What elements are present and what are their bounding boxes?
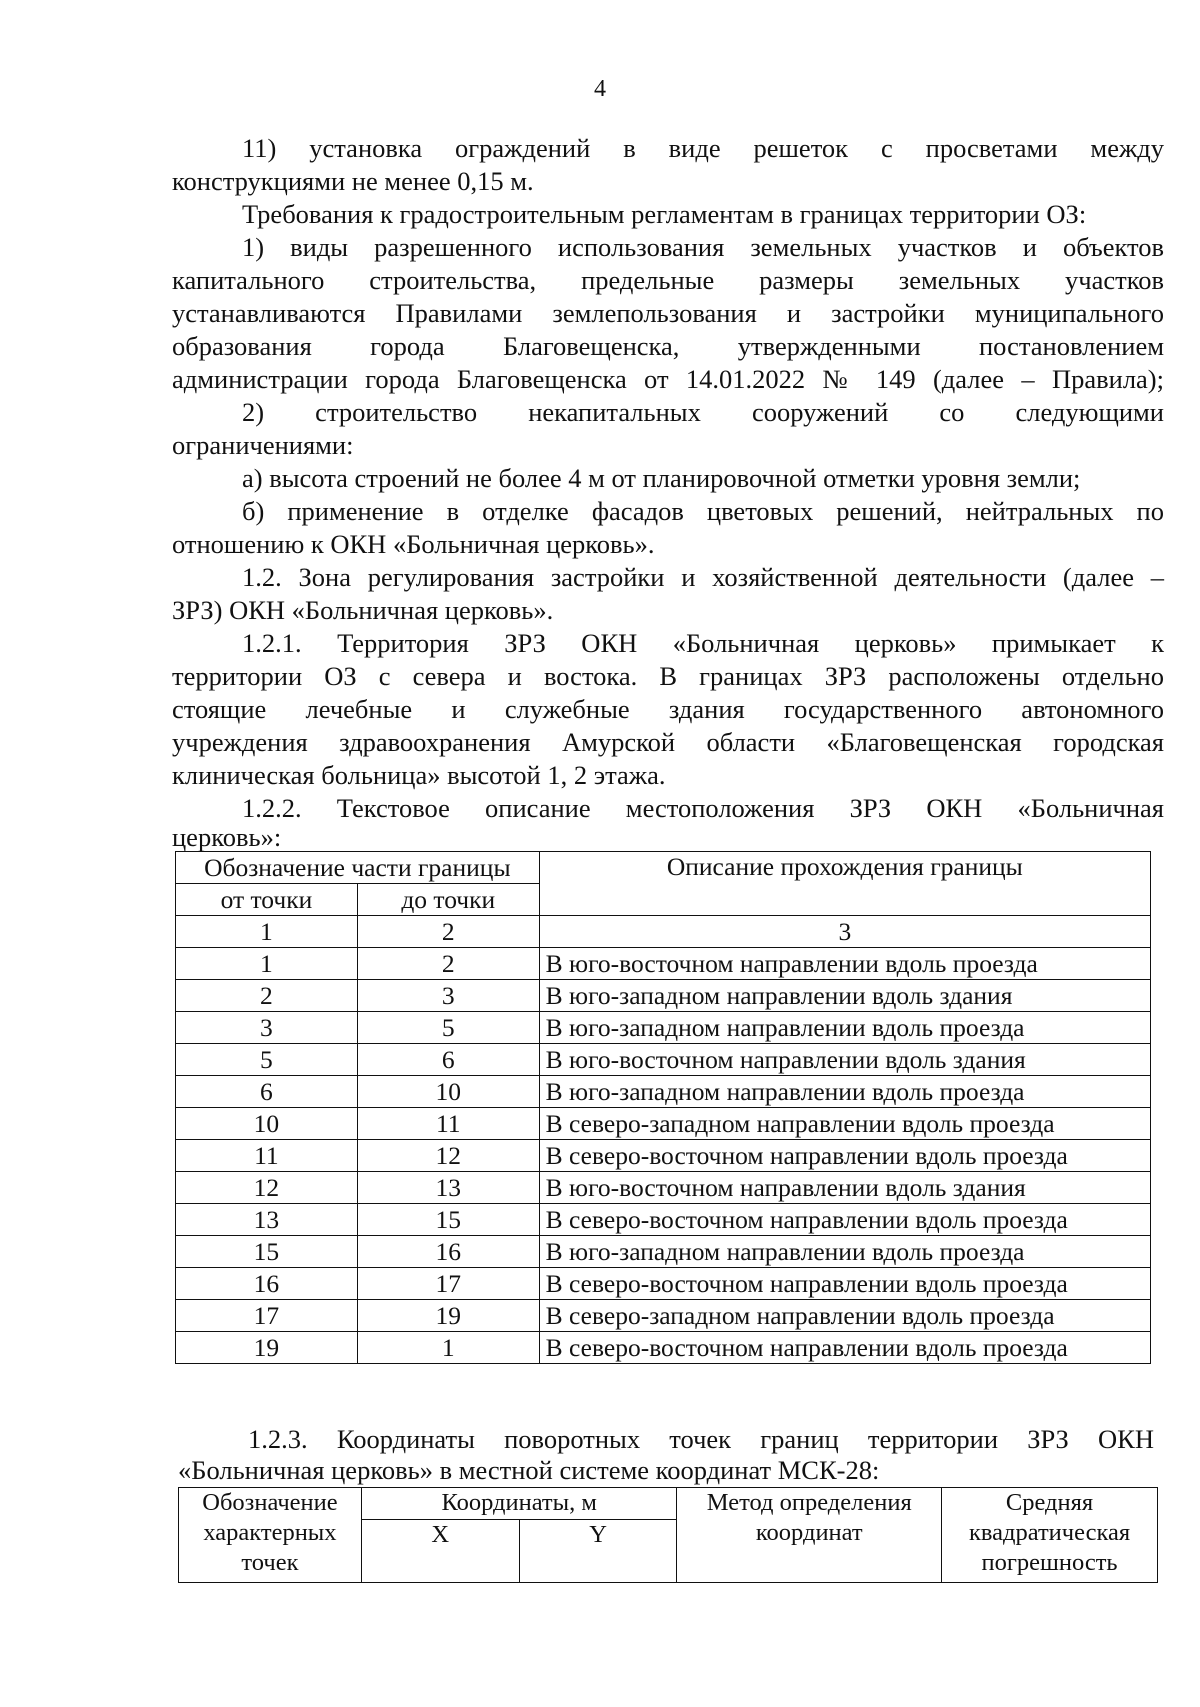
boundary-table-header-row (176, 852, 1151, 884)
table-row (176, 948, 1151, 980)
description-cell: В юго-западном направлении вдоль проезда (539, 1076, 1150, 1108)
boundary-table (175, 851, 1151, 1364)
header-point-designation-line: характерных (203, 1519, 337, 1546)
from-point-cell: 13 (176, 1204, 358, 1236)
paragraph-location-line1: 1.2.2. Текстовое описание местоположения ЗРЗ ОКН «Больничная (242, 793, 1164, 823)
from-point-cell: 19 (176, 1332, 358, 1364)
header-error-line: квадратическая (968, 1519, 1131, 1546)
from-point-cell: 11 (176, 1140, 358, 1172)
paragraph-permitted-use-line5: администрации города Благовещенска от 14.01.2022 № 149 (далее – Правила); (172, 364, 1164, 394)
to-point-cell: 12 (357, 1140, 539, 1172)
column-number: 1 (176, 916, 358, 948)
paragraph-territory-line1: 1.2.1. Территория ЗРЗ ОКН «Больничная церковь» примыкает к (242, 628, 1164, 658)
header-method-line: координат (755, 1519, 863, 1546)
header-x: X (361, 1520, 519, 1583)
paragraph-permitted-use-line4: образования города Благовещенска, утвержденными постановлением (172, 331, 1164, 361)
paragraph-territory-line5: клиническая больница» высотой 1, 2 этажа. (172, 760, 666, 790)
description-cell: В юго-западном направлении вдоль здания (539, 980, 1150, 1012)
to-point-cell: 15 (357, 1204, 539, 1236)
paragraph-facade-line2: отношению к ОКН «Больничная церковь». (172, 529, 655, 559)
description-cell: В северо-восточном направлении вдоль проезда (539, 1140, 1150, 1172)
from-point-cell: 5 (176, 1044, 358, 1076)
to-point-cell: 1 (357, 1332, 539, 1364)
header-y: Y (519, 1520, 677, 1583)
to-point-cell: 19 (357, 1300, 539, 1332)
paragraph-facade-line1: б) применение в отделке фасадов цветовых решений, нейтральных по (242, 496, 1164, 526)
table-row (176, 1172, 1151, 1204)
paragraph-fence-line1: 11) установка ограждений в виде решеток с просветами между (242, 133, 1164, 163)
from-point-cell: 16 (176, 1268, 358, 1300)
header-mean-square-error (942, 1488, 1158, 1583)
header-boundary-description: Описание прохождения границы (539, 852, 1150, 916)
from-point-cell: 3 (176, 1012, 358, 1044)
to-point-cell: 3 (357, 980, 539, 1012)
header-point-designation-line: Обозначение (202, 1489, 338, 1516)
table-row (176, 1076, 1151, 1108)
description-cell: В юго-восточном направлении вдоль здания (539, 1172, 1150, 1204)
description-cell: В юго-западном направлении вдоль проезда (539, 1236, 1150, 1268)
header-to-point: до точки (357, 884, 539, 916)
paragraph-territory-line4: учреждения здравоохранения Амурской области «Благовещенская городская (172, 727, 1164, 757)
paragraph-permitted-use-line3: устанавливаются Правилами землепользования и застройки муниципального (172, 298, 1164, 328)
paragraph-zrz-line1: 1.2. Зона регулирования застройки и хозяйственной деятельности (далее – (242, 562, 1164, 592)
from-point-cell: 10 (176, 1108, 358, 1140)
paragraph-territory-line3: стоящие лечебные и служебные здания государственного автономного (172, 694, 1164, 724)
table-row (176, 1300, 1151, 1332)
paragraph-zrz-line2: ЗРЗ) ОКН «Больничная церковь». (172, 595, 554, 625)
to-point-cell: 6 (357, 1044, 539, 1076)
paragraph-height-limit: а) высота строений не более 4 м от планировочной отметки уровня земли; (242, 463, 1081, 493)
paragraph-coordinates-line2: «Больничная церковь» в местной системе координат МСК-28: (178, 1455, 880, 1485)
paragraph-nonpermanent-line1: 2) строительство некапитальных сооружений со следующими (242, 397, 1164, 427)
paragraph-permitted-use-line1: 1) виды разрешенного использования земельных участков и объектов (242, 232, 1164, 262)
paragraph-fence-line2: конструкциями не менее 0,15 м. (172, 166, 534, 196)
coordinates-table (178, 1487, 1158, 1583)
paragraph-location-line2: церковь»: (172, 822, 282, 852)
paragraph-requirements: Требования к градостроительным регламентам в границах территории ОЗ: (242, 199, 1087, 229)
table-row (176, 1268, 1151, 1300)
paragraph-coordinates-line1: 1.2.3. Координаты поворотных точек границ территории ЗРЗ ОКН (248, 1424, 1154, 1454)
description-cell: В северо-восточном направлении вдоль проезда (539, 1268, 1150, 1300)
table-row (176, 1044, 1151, 1076)
description-cell: В юго-восточном направлении вдоль здания (539, 1044, 1150, 1076)
column-number: 2 (357, 916, 539, 948)
paragraph-territory-line2: территории ОЗ с севера и востока. В границах ЗРЗ расположены отдельно (172, 661, 1164, 691)
paragraph-permitted-use-line2: капитального строительства, предельные размеры земельных участков (172, 265, 1164, 295)
header-error-line: Средняя (1005, 1489, 1094, 1516)
to-point-cell: 10 (357, 1076, 539, 1108)
header-error-line: погрешность (981, 1549, 1118, 1576)
table-row (176, 1140, 1151, 1172)
description-cell: В северо-западном направлении вдоль проезда (539, 1300, 1150, 1332)
header-point-designation (179, 1488, 362, 1583)
column-number: 3 (539, 916, 1150, 948)
header-method (677, 1488, 942, 1583)
description-cell: В юго-восточном направлении вдоль проезда (539, 948, 1150, 980)
from-point-cell: 6 (176, 1076, 358, 1108)
description-cell: В юго-западном направлении вдоль проезда (539, 1012, 1150, 1044)
page-number: 4 (594, 76, 606, 102)
to-point-cell: 2 (357, 948, 539, 980)
header-method-line: Метод определения (706, 1489, 912, 1516)
from-point-cell: 2 (176, 980, 358, 1012)
description-cell: В северо-западном направлении вдоль проезда (539, 1108, 1150, 1140)
table-row (176, 1012, 1151, 1044)
to-point-cell: 5 (357, 1012, 539, 1044)
from-point-cell: 17 (176, 1300, 358, 1332)
header-coordinates: Координаты, м (361, 1488, 677, 1520)
table-row (176, 980, 1151, 1012)
to-point-cell: 11 (357, 1108, 539, 1140)
description-cell: В северо-восточном направлении вдоль проезда (539, 1332, 1150, 1364)
from-point-cell: 1 (176, 948, 358, 980)
to-point-cell: 16 (357, 1236, 539, 1268)
paragraph-nonpermanent-line2: ограничениями: (172, 430, 354, 460)
description-cell: В северо-восточном направлении вдоль проезда (539, 1204, 1150, 1236)
header-from-point: от точки (176, 884, 358, 916)
table-row (176, 1236, 1151, 1268)
to-point-cell: 13 (357, 1172, 539, 1204)
header-part-of-boundary: Обозначение части границы (176, 852, 540, 884)
to-point-cell: 17 (357, 1268, 539, 1300)
boundary-table-column-numbers (176, 916, 1151, 948)
header-point-designation-line: точек (241, 1549, 299, 1576)
from-point-cell: 15 (176, 1236, 358, 1268)
from-point-cell: 12 (176, 1172, 358, 1204)
table-row (176, 1108, 1151, 1140)
table-row (176, 1332, 1151, 1364)
table-row (176, 1204, 1151, 1236)
